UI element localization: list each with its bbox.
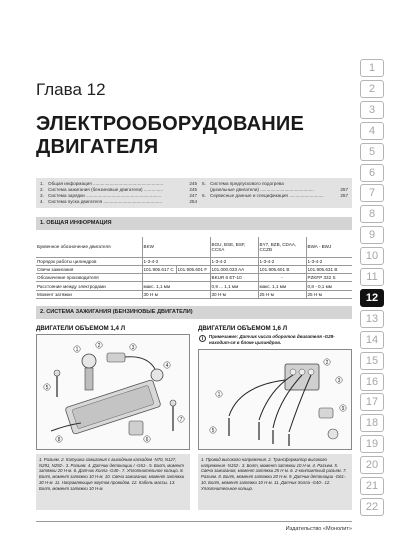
figure-heading-1-6l: ДВИГАТЕЛИ ОБЪЕМОМ 1,6 Л	[198, 325, 288, 332]
svg-text:2: 2	[97, 342, 101, 349]
table-cell: 1-3-4-2	[258, 257, 306, 265]
title-line-1: ЭЛЕКТРООБОРУДОВАНИЕ	[36, 113, 305, 135]
table-cell: 101.905.601 F	[176, 265, 210, 273]
note-text: Датчик числа оборотов двигателя -G28- находит-ся в блоке цилиндров.	[209, 334, 335, 345]
toc-item[interactable]: 3. Система зарядки ........................................................... 247	[40, 193, 197, 198]
table-cell: BKUR 6 ET-10	[210, 274, 258, 282]
page-title	[36, 113, 304, 159]
table-cell: 101.905.631 B	[306, 265, 352, 273]
svg-text:7: 7	[179, 416, 183, 423]
chapter-tab-6[interactable]: 6	[360, 164, 384, 182]
chapter-tab-16[interactable]: 16	[360, 373, 384, 391]
table-cell: 30 Н·м	[210, 290, 258, 298]
table-cell: 1-3-4-2	[142, 257, 210, 265]
table-cell: Буквенное обозначение двигателя	[36, 237, 142, 257]
table-cell: Свечи зажигания	[36, 265, 142, 273]
table-cell: 1-3-4-2	[306, 257, 352, 265]
chapter-tab-14[interactable]: 14	[360, 331, 384, 349]
table-cell: 101.905.617 С	[142, 265, 176, 273]
chapter-tab-9[interactable]: 9	[360, 226, 384, 244]
toc-column-left	[40, 181, 197, 205]
chapter-tab-2[interactable]: 2	[360, 80, 384, 98]
chapter-tab-19[interactable]: 19	[360, 435, 384, 453]
chapter-tab-5[interactable]: 5	[360, 143, 384, 161]
figure-caption-1-4l: 1. Разъем. 2. Катушка зажигания с выходным каскадом -N70, N127, N291, N292-. 3. Разъем. 4. Датчик детонации I -G61-. 5. Болт, момент затяжки 20 Н·м. 6. Датчик Холла -G40-. 7. Уплотнительное кольцо. 8. Болт, момент затяжки 10 Н·м. 10. Свеча зажигания, момент затяжки 30 Н·м. 11. Направляющие жгутов проводов. 12. Кабель массы. 13. Болт, момент затяжки 10 Н·м.	[36, 454, 190, 510]
table-cell: Момент затяжки	[36, 290, 142, 298]
chapter-tab-22[interactable]: 22	[360, 498, 384, 516]
table-row	[36, 274, 352, 282]
info-icon: i	[199, 335, 206, 342]
chapter-tab-18[interactable]: 18	[360, 414, 384, 432]
table-cell: BY7, BZB, CDAA, CCZB	[258, 237, 306, 257]
table-of-contents	[36, 178, 352, 208]
ignition-diagram-1-4l	[36, 334, 190, 450]
chapter-tab-4[interactable]: 4	[360, 122, 384, 140]
table-cell: 25 Н·м	[306, 290, 352, 298]
toc-item[interactable]: (дизельные двигатели) .......................................... 257	[210, 187, 348, 192]
publisher-label: Издательство «Монолит»	[285, 526, 352, 532]
svg-text:3: 3	[131, 344, 135, 351]
chapter-tab-12[interactable]: 12	[360, 289, 384, 307]
note-box	[198, 334, 352, 347]
svg-text:5: 5	[45, 384, 49, 391]
table-cell: макс. 1,1 мм	[142, 282, 210, 290]
svg-text:3: 3	[337, 377, 341, 384]
table-cell: Расстояние между электродами	[36, 282, 142, 290]
svg-text:5: 5	[211, 427, 215, 434]
ignition-diagram-1-6l-drawing	[199, 350, 353, 451]
note-label: Примечание:	[209, 334, 239, 339]
section-heading-ignition: 2. СИСТЕМА ЗАЖИГАНИЯ (БЕНЗИНОВЫЕ ДВИГАТЕЛИ)	[36, 306, 352, 319]
table-cell: BKW	[142, 237, 210, 257]
svg-text:2: 2	[325, 359, 329, 366]
svg-text:1: 1	[75, 346, 79, 353]
table-cell: 25 Н·м	[258, 290, 306, 298]
table-cell: PZKFP 332 S	[306, 274, 352, 282]
table-cell: 101.905.601 B	[258, 265, 306, 273]
figure-heading-1-4l: ДВИГАТЕЛИ ОБЪЕМОМ 1,4 Л	[36, 325, 126, 332]
chapter-tab-7[interactable]: 7	[360, 184, 384, 202]
toc-item[interactable]: 4. Система пуска двигателя .............................................. 254	[40, 199, 197, 204]
title-line-2: ДВИГАТЕЛЯ	[36, 136, 159, 158]
chapter-tab-13[interactable]: 13	[360, 310, 384, 328]
chapter-tab-10[interactable]: 10	[360, 247, 384, 265]
toc-item[interactable]: 2. Система зажигания (бензиновые двигатели) ............... 245	[40, 187, 197, 192]
svg-text:6: 6	[145, 436, 149, 443]
table-row	[36, 290, 352, 298]
svg-text:1: 1	[217, 391, 221, 398]
chapter-tab-17[interactable]: 17	[360, 393, 384, 411]
chapter-tab-8[interactable]: 8	[360, 205, 384, 223]
table-cell: 0,9 ... 1,1 мм	[210, 282, 258, 290]
svg-text:4: 4	[165, 362, 169, 369]
toc-column-right	[202, 181, 348, 199]
toc-item[interactable]: 6. Сервисные данные и спецификация ........................... 257	[202, 193, 348, 198]
table-cell: 1-3-4-2	[210, 257, 258, 265]
table-cell: 101.000.033 AA	[210, 265, 258, 273]
table-header-row	[36, 237, 352, 257]
section-heading-general: 1. ОБЩАЯ ИНФОРМАЦИЯ	[36, 217, 352, 230]
chapter-tab-21[interactable]: 21	[360, 477, 384, 495]
table-row	[36, 265, 352, 273]
table-row	[36, 282, 352, 290]
chapter-tab-3[interactable]: 3	[360, 101, 384, 119]
svg-text:8: 8	[57, 436, 61, 443]
chapter-label: Глава 12	[36, 80, 106, 99]
ignition-diagram-1-4l-drawing	[37, 335, 191, 451]
table-cell: -	[258, 274, 306, 282]
table-cell: BWA - BWJ	[306, 237, 352, 257]
table-cell: 0,8 - 0,1 мм	[306, 282, 352, 290]
table-cell: 30 Н·м	[142, 290, 210, 298]
table-cell: макс. 1,1 мм	[258, 282, 306, 290]
chapter-tab-11[interactable]: 11	[360, 268, 384, 286]
spec-table	[36, 237, 352, 299]
table-row	[36, 257, 352, 265]
toc-item[interactable]: 1. Общая информация ....................................................... 245	[40, 181, 197, 186]
table-cell: Обозначение производителя	[36, 274, 142, 282]
svg-text:9: 9	[341, 405, 345, 412]
chapter-tab-15[interactable]: 15	[360, 352, 384, 370]
table-cell: BGU, BSE, BSF, CCSA	[210, 237, 258, 257]
footer-divider	[36, 521, 352, 522]
chapter-tab-20[interactable]: 20	[360, 456, 384, 474]
figure-caption-1-6l: 1. Провод высокого напряжения. 2. Трансформатор высокого напряжения -N152-. 3. Болт, момент затяжки 10 Н·м. 4. Разъем. 5. Свеча зажигания, момент затяжки 25 Н·м. 6. 2-контактный разъем. 7. Разъем. 8. Болт, момент затяжки 20 Н·м. 9. Датчик детонации -G61-. 10. Болт, момент затяжки 10 Н·м. 11. Датчик Холла -G40-. 12. Уплотнительное кольцо.	[198, 454, 352, 510]
table-cell	[142, 274, 210, 282]
toc-item[interactable]: 5. Система предпускового подогрева	[202, 181, 284, 186]
table-cell: Порядок работы цилиндров	[36, 257, 142, 265]
chapter-tab-1[interactable]: 1	[360, 59, 384, 77]
ignition-diagram-1-6l	[198, 349, 352, 450]
